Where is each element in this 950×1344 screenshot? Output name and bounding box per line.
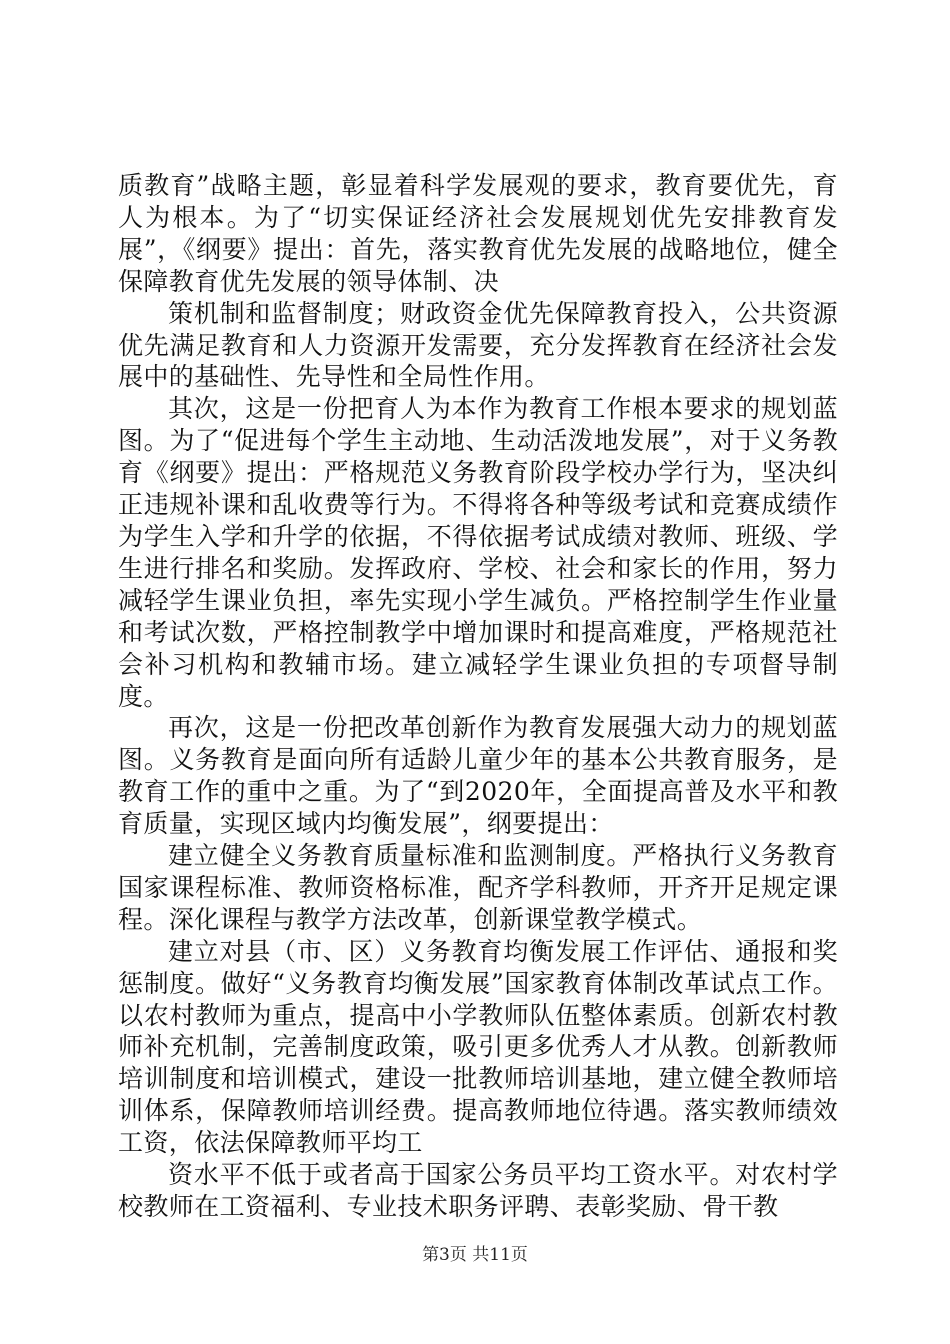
paragraph-7: 资水平不低于或者高于国家公务员平均工资水平。对农村学校教师在工资福利、专业技术职务评聘、表彰奖励、骨干教 xyxy=(118,1160,838,1221)
paragraph-6: 建立对县（市、区）义务教育均衡发展工作评估、通报和奖惩制度。做好“义务教育均衡发展”国家教育体制改革试点工作。以农村教师为重点，提高中小学教师队伍整体素质。创新农村教师补充机制，完善制度政策，吸引更多优秀人才从教。创新教师培训制度和培训模式，建设一批教师培训基地，建立健全教师培训体系，保障教师培训经费。提高教师地位待遇。落实教师绩效工资，依法保障教师平均工 xyxy=(118,936,838,1158)
document-body xyxy=(118,170,838,1223)
paragraph-2: 策机制和监督制度；财政资金优先保障教育投入，公共资源优先满足教育和人力资源开发需要，充分发挥教育在经济社会发展中的基础性、先导性和全局性作用。 xyxy=(118,298,838,392)
paragraph-1: 质教育”战略主题，彰显着科学发展观的要求，教育要优先，育人为根本。为了“切实保证经济社会发展规划优先安排教育发展”，《纲要》提出：首先，落实教育优先发展的战略地位，健全保障教育优先发展的领导体制、决 xyxy=(118,171,838,296)
paragraph-4: 再次，这是一份把改革创新作为教育发展强大动力的规划蓝图。义务教育是面向所有适龄儿童少年的基本公共教育服务，是教育工作的重中之重。为了“到2020年，全面提高普及水平和教育质量，实现区域内均衡发展”，纲要提出： xyxy=(118,713,838,839)
paragraph-3: 其次，这是一份把育人为本作为教育工作根本要求的规划蓝图。为了“促进每个学生主动地、生动活泼地发展”，对于义务教育《纲要》提出：严格规范义务教育阶段学校办学行为，坚决纠正违规补课和乱收费等行为。不得将各种等级考试和竞赛成绩作为学生入学和升学的依据，不得依据考试成绩对教师、班级、学生进行排名和奖励。发挥政府、学校、社会和家长的作用，努力减轻学生课业负担，率先实现小学生减负。严格控制学生作业量和考试次数，严格控制教学中增加课时和提高难度，严格规范社会补习机构和教辅市场。建立减轻学生课业负担的专项督导制度。 xyxy=(118,394,838,711)
paragraph-5: 建立健全义务教育质量标准和监测制度。严格执行义务教育国家课程标准、教师资格标准，配齐学科教师，开齐开足规定课程。深化课程与教学方法改革，创新课堂教学模式。 xyxy=(118,841,838,934)
page-number-footer: 第3页 共11页 xyxy=(422,1245,528,1265)
